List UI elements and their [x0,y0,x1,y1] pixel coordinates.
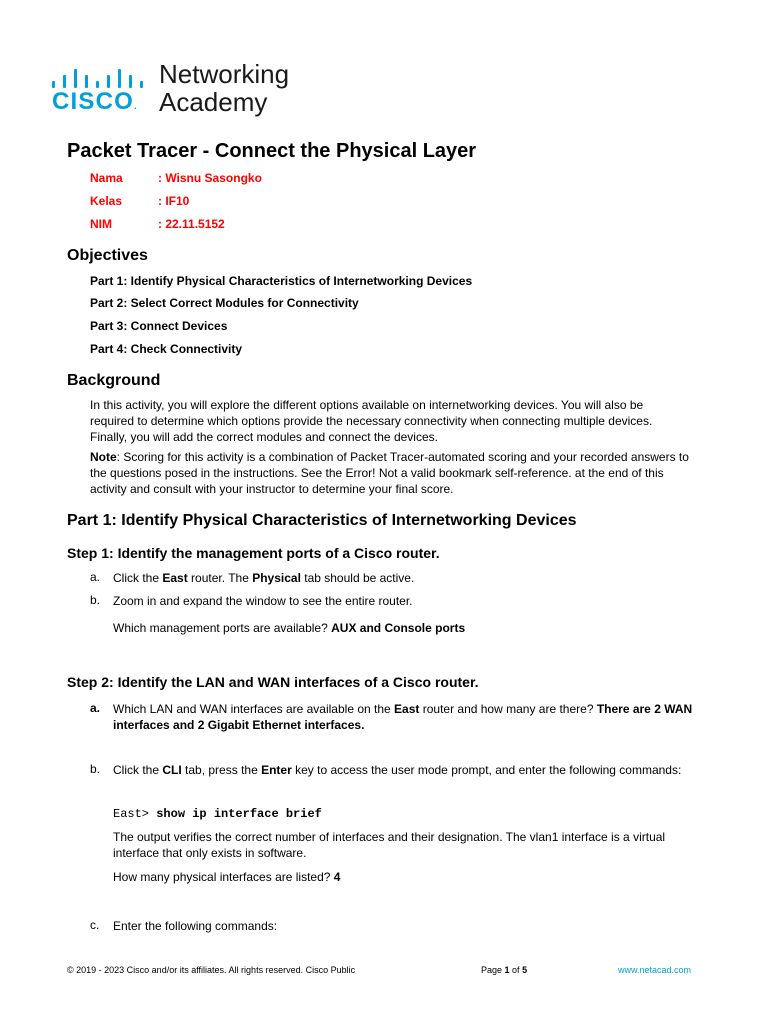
logo-academy-text: Academy [159,87,268,117]
step2-b-text: Click the CLI tab, press the Enter key to access the user mode prompt, and enter the following commands: [113,763,682,777]
cli-command [113,806,703,822]
step2-b-label: b. [90,762,101,776]
step2-output-text: The output verifies the correct number of interfaces and their designation. The vlan1 interface is a virtual interface that only exists in software. [113,830,666,860]
step1-heading: Step 1: Identify the management ports of a Cisco router. [67,545,440,561]
step2-question: How many physical interfaces are listed? 4 [113,870,341,884]
footer-copyright: © 2019 - 2023 Cisco and/or its affiliates. All rights reserved. Cisco Public [67,965,356,975]
footer-url[interactable] [618,965,691,975]
student-class-row [90,194,190,208]
logo-networking-text: Networking [159,59,290,89]
step2-a-text: Which LAN and WAN interfaces are available on the East router and how many are there? There are 2 WAN interfaces and 2 Gigabit Ethernet interfaces. [113,702,693,732]
objective-item: Part 4: Check Connectivity [90,342,243,356]
page-title: Packet Tracer - Connect the Physical Layer [67,140,477,162]
step2-c-label: c. [90,918,100,932]
cli-prompt: East> [113,807,157,821]
student-nim-row [90,217,225,231]
objective-item: Part 3: Connect Devices [90,319,228,333]
student-name-value: : Wisnu Sasongko [158,171,262,185]
step1-b-label: b. [90,593,101,607]
step2-c-text: Enter the following commands: [113,919,278,933]
background-note [90,449,690,497]
objectives-heading: Objectives [67,247,148,264]
step1-a-text: Click the East router. The Physical tab should be active. [113,571,415,585]
step2-heading: Step 2: Identify the LAN and WAN interfaces of a Cisco router. [67,674,479,690]
step1-answer: AUX and Console ports [331,621,466,635]
note-text: : Scoring for this activity is a combination of Packet Tracer-automated scoring and your recorded answers to the questions posed in the instructions. See the Error! Not a valid bookmark self-reference. at the end of this activity and consult with your instructor to determine your final score. [90,450,689,496]
student-nim-value: : 22.11.5152 [158,217,225,231]
step1-b-text: Zoom in and expand the window to see the entire router. [113,594,413,608]
student-class-value: : IF10 [158,194,190,208]
note-label: Note [90,450,117,464]
student-name-row [90,171,262,185]
student-class-label: Kelas [90,194,123,208]
cisco-networking-academy-logo [52,58,312,116]
netacad-link[interactable]: www.netacad.com [618,965,692,975]
objective-item: Part 1: Identify Physical Characteristics of Internetworking Devices [90,274,473,288]
part1-heading: Part 1: Identify Physical Characteristics of Internetworking Devices [67,512,577,529]
step2-answer: 4 [333,870,341,884]
step2-a-answer: There are 2 WAN interfaces and 2 Gigabit Ethernet interfaces. [113,702,693,732]
cli-command-text: show ip interface brief [156,807,322,821]
step1-a-label: a. [90,570,101,584]
step1-question: Which management ports are available? AUX and Console ports [113,621,466,635]
cisco-wordmark: CISCO. [52,88,137,115]
cisco-bars-icon [52,68,148,88]
background-heading: Background [67,372,161,389]
student-name-label: Nama [90,171,123,185]
student-nim-label: NIM [90,217,112,231]
objective-item: Part 2: Select Correct Modules for Connectivity [90,296,359,310]
footer-page-number: Page 1 of 5 [481,965,528,975]
background-paragraph: In this activity, you will explore the different options available on internetworking devices. You will also be required to determine which options provide the necessary connectivity when connecting multiple devices. Finally, you will add the correct modules and connect the devices. [90,398,653,444]
step2-a-label: a. [90,701,101,715]
